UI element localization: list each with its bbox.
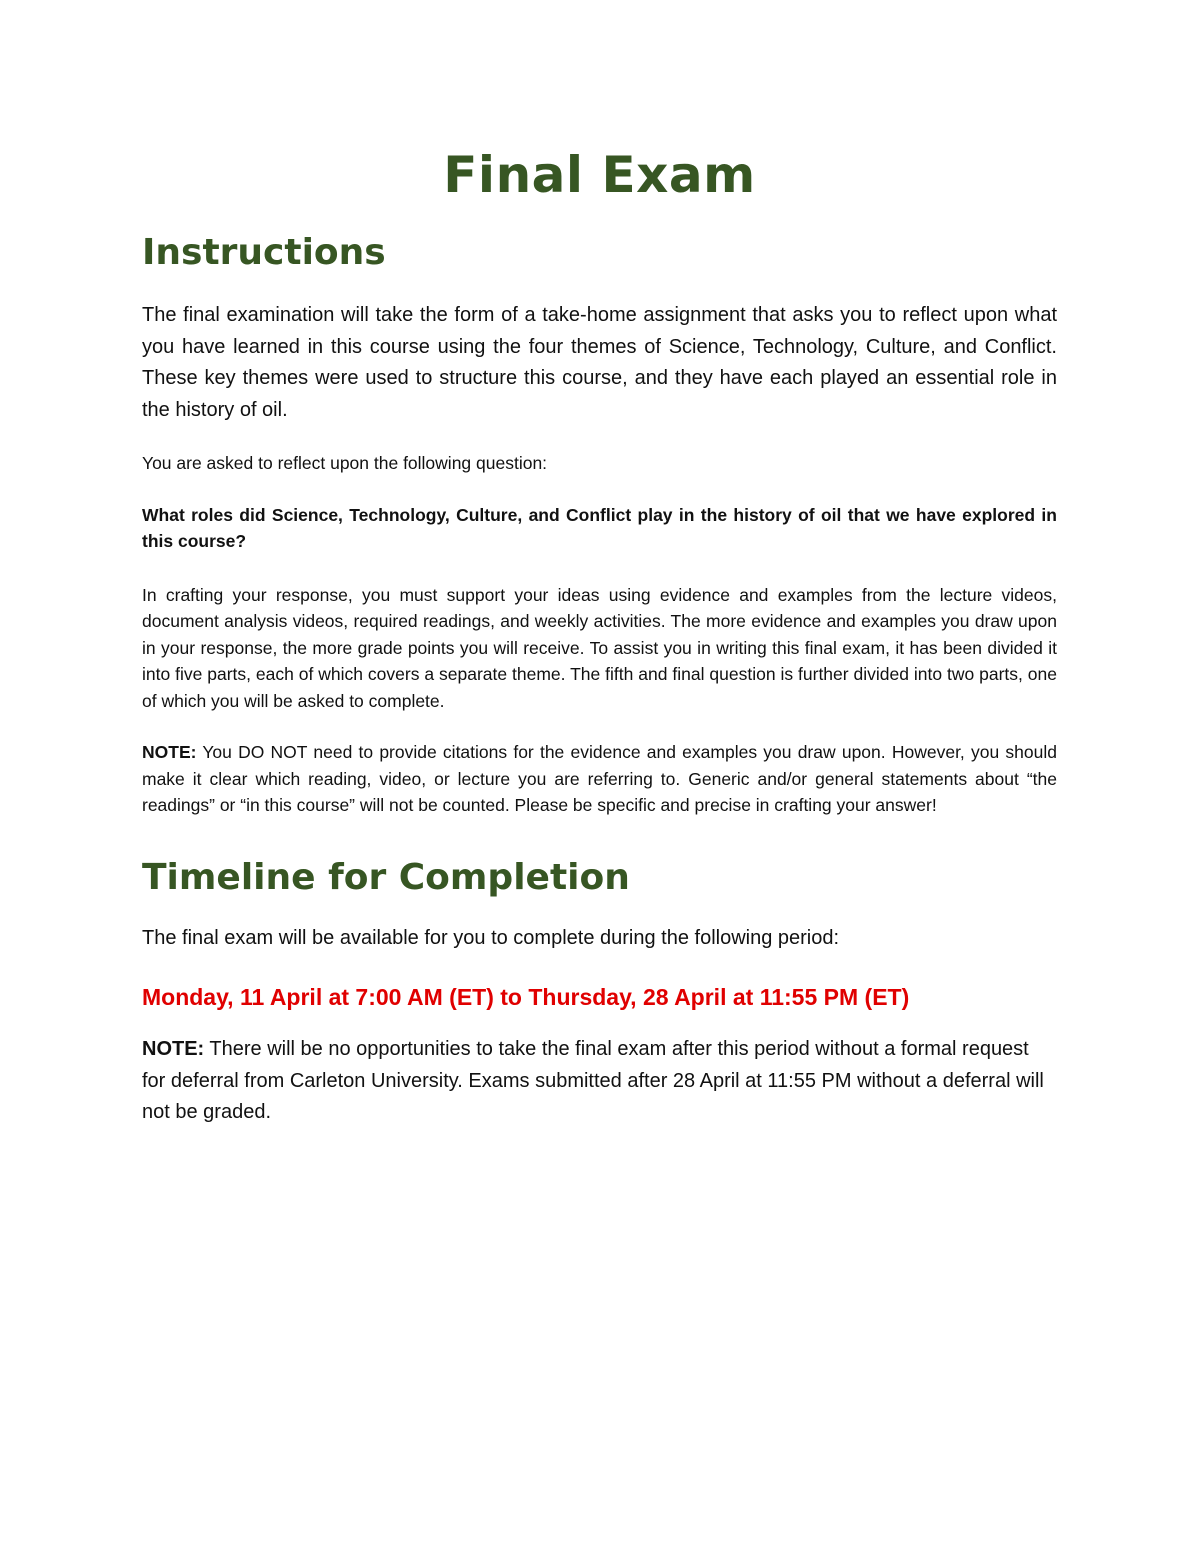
note-label: NOTE: [142, 742, 197, 762]
page-title: Final Exam [443, 146, 756, 204]
exam-period: Monday, 11 April at 7:00 AM (ET) to Thursday, 28 April at 11:55 PM (ET) [142, 984, 910, 1010]
note-text: There will be no opportunities to take the final exam after this period without a formal request for deferral from Carleton University. Exams submitted after 28 April at 11:55 PM without a deferral will not be graded. [142, 1038, 1044, 1123]
availability-paragraph: The final exam will be available for you to complete during the following period: [142, 926, 840, 949]
deferral-note-paragraph [142, 1034, 1057, 1129]
note-label: NOTE: [142, 1038, 205, 1060]
instructions-intro-paragraph: The final examination will take the form of a take-home assignment that asks you to reflect upon what you have learned in this course using the four themes of Science, Technology, Culture, and Conflict. These key themes were used to structure this course, and they have each played an essential role in the history of oil. [142, 304, 1057, 421]
ask-paragraph: You are asked to reflect upon the following question: [142, 453, 548, 473]
document-page [142, 140, 1057, 1129]
citation-note-paragraph [142, 739, 1057, 819]
instructions-heading: Instructions [142, 232, 386, 273]
crafting-paragraph: In crafting your response, you must support your ideas using evidence and examples from the lecture videos, document analysis videos, required readings, and weekly activities. The more evidence and examples you draw upon in your response, the more grade points you will receive. To assist you in writing this final exam, it has been divided it into five parts, each of which covers a separate theme. The fifth and final question is further divided into two parts, one of which you will be asked to complete. [142, 584, 1057, 711]
exam-question: What roles did Science, Technology, Culture, and Conflict play in the history of oil that we have explored in this course? [142, 504, 1057, 551]
note-text: You DO NOT need to provide citations for the evidence and examples you draw upon. However, you should make it clear which reading, video, or lecture you are referring to. Generic and/or general statements about “the readings” or “in this course” will not be counted. Please be specific and precise in crafting your answer! [142, 742, 1057, 815]
timeline-heading: Timeline for Completion [142, 856, 630, 898]
